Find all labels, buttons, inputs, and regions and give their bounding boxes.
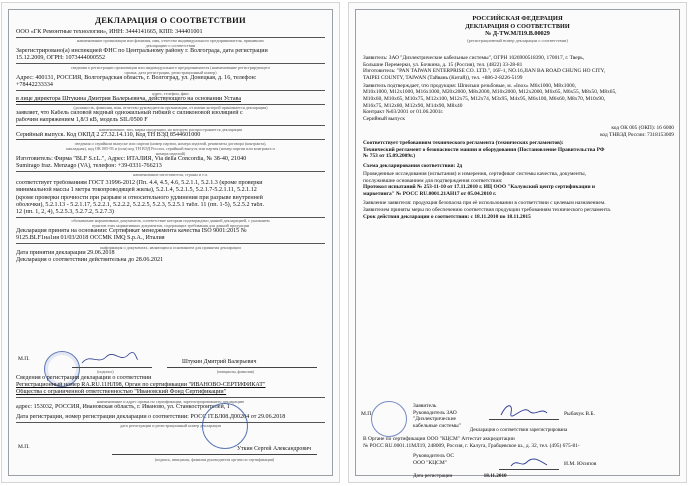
document-line: Схема декларирования соответствия: 2д [363,162,463,169]
document-line: Изготовитель: Фирма "BLF S.r.L.", Адрес: ИТАЛИЯ, Via della Concordia, № 38-40, 21040 [16,155,247,162]
document-line: код ОК 005 (ОКП): 16 6000 [611,125,674,132]
field-hint: адрес, телефон, факс [151,91,190,97]
applicant-org-line2: кабельные системы" [413,422,461,429]
field-hint: (должность, фамилия, имя, отчество руководителя организации, от имени которой принимается декларация) [73,105,268,111]
mp-stamp-label: М.П. [18,356,30,362]
field-hint: наименование и адрес органа по сертификации, зарегистрировавшего декларацию [96,398,245,404]
document-line: Декларация о соответствии действительна до 28.06.2021 [16,256,164,263]
applicant-block [413,403,461,429]
document-line: 9125.BLF1на1ия 01/03/2018 OCCMK IMQ S.p.A., Италия [16,235,165,242]
right-registration-info [363,436,674,449]
document-line: М10х1000, М12х1000, М16х1000, М20х2000, М8х2000, М10х2000, М12х2000, М6х65, М6х55, М8х50, М8х65, [363,89,617,96]
registration-date-value: 18.11.2010 [483,473,507,479]
document-line: +78442233334 [16,81,53,88]
applicant-org-line1: "Диэлектрические [413,416,456,422]
registration-info [16,375,325,428]
os-label-2: ООО "КЦСМ" [413,459,447,466]
registration-number: № Д-TW.МЛ19.В.00029 [485,30,550,37]
document-line: послужившие основанием для подтверждения соответствия: [363,177,503,184]
right-document-body [363,55,674,220]
applicant-role: Руководитель ЗАО [413,409,457,416]
document-line: Общества с ограниченной ответственностью "Ивановский Фонд Сертификации" [16,389,227,396]
field-hint: сведения о регистрации организации или индивидуального предпринимателя (наименование регистрирующего [70,64,271,70]
document-line: оболочки), 5.2.1.13 - 5.2.1.17, 5.2.2.1, 5.2.2.2, 5.2.2.5, 5.2.3, 5.2.5.1 табл. 11 (пп. 1-5), 5.2.5.2 табл. [16,201,264,208]
applicant-signature [499,401,549,419]
document-line: № РОСС RU.0001.11МЛ19, 248009, Россия, г. Калуга, Грабцевское ш., д. 32, тел. (495) 675-81- [363,442,580,449]
document-line: 12 (пп. 1, 2, 4), 5.2.5.3, 5.2.7.2, 5.2.7.3) [16,209,114,216]
certification-body-stamp [202,403,248,449]
mp-label: М.П. [361,411,373,417]
document-line: Дата принятия декларации 29.06.2018 [16,249,115,256]
field-hint: накладная), код ОК 005-93 и (или) код ТН ВЭД России, серийный выпуск или партия (номер партии или контракта и [66,145,275,151]
document-line: заявляет, что Кабель силовой медный одножильный гибкий с силиконовой изоляцией с [16,110,243,117]
field-hint: наименование организации или фамилия, имя, отчество индивидуального предпринимателя, принявших [77,38,264,44]
document-line: Серийный выпуск. Код ОКПД 2 27.32.14.110, Код ТН ВЭД 8544601000 [16,131,201,138]
applicant-name: Рыбачук В.Б. [564,411,595,417]
document-line: код ТНВЭД России: 7318153009 [600,132,674,139]
field-hint: пунктов этих нормативных документов, содержащих требования для данной продукции [91,223,250,229]
document-line: Изготовитель: "PAN TAIWAN ENTERPRISE CO. LTD.", 16F-1, NO.16,JIAN BA ROAD CHUNG HO CITY, [363,68,606,75]
document-line: М16х75, М12х80, М12х90, М14х90, М8х40 [363,102,463,109]
declarant-name: Штукин Дмитрий Валерьевич [182,359,257,365]
os-name: И.М. Юсипов [564,461,597,467]
document-line: Дата регистрации, номер регистрации декларации о соответствии: РОСС IT.БЛ08.Д00204 от 29.06.2018 [16,413,286,420]
document-line: Протокол испытаний № 253-11-10 от 17.11.2010 г. ИЦ ООО "Калужский центр сертификации и [363,184,596,191]
os-block [413,453,454,466]
document-line: Заявителем приняты меры по обеспечению соответствия продукции требованиям технического регламента. [363,206,612,213]
document-line: № 753 от 15.09.2009г.) [363,153,416,160]
document-line: Заявитель подтверждает, что продукция: Шпильки резьбовые, м. «Inox» М6х1000, М8х1000, [363,82,576,89]
os-signature [509,456,549,470]
declaration-right-document [348,2,687,483]
field-hint: декларацию о соответствии [145,43,196,49]
document-line: 15.12.2009, ОГРН: 1073444000552 [16,55,106,62]
document-line: В Органе по сертификации ООО "КЦСМ" Аттестат аккредитации [363,436,515,442]
os-label-1: Руководитель ОС [413,453,455,459]
document-line: соответствует требованиям ГОСТ 31996-2012 (Пп. 4.4, 4.5, 4.6, 5.2.1.1, 5.2.1.3 (кроме проверки [16,180,263,187]
document-line: TAIPEI COUNTY, TAIWAN (Тайвань (Китай)), тел. +886-2-8226-5199 [363,74,523,81]
document-line: Sumirago fraz. Menzago (VA), телефон: +39-0331-766213 [16,163,162,170]
document-line: Срок действия декларации о соответствии: с 18.11.2010 по 18.11.2015 [363,213,531,220]
document-line: минимальной массы 1 метра токопроводящей жилы), 5.2.1.4, 5.2.1.5, 5.2.1.7-5.2.1.11, 5.2.1.12 [16,187,257,194]
field-hint: информация о документах, являющихся основанием для принятия декларации [100,244,241,250]
country-title: РОССИЙСКАЯ ФЕДЕРАЦИЯ [472,15,563,22]
document-line: Сведения о регистрации декларации о соответствии [16,375,152,381]
document-line: М10х60, М10х65, М10х75, М12х100, М12х75, М12х74, М3х95, М4х95, М6х100, М6х60, М8х70, М10х90, [363,96,606,103]
document-line: Проведенные исследования (испытания) и измерения, сертификат системы качества, документы, [363,171,587,177]
registered-label: Декларация о соответствии зарегистрирована [469,428,568,433]
document-line: Адрес: 400131, РОССИЯ, Волгоградская область, г. Волгоград, ул. Донецкая, д. 16, телефон: [16,74,257,81]
registration-date-label: Дата регистрации [413,473,453,479]
certifier-hint: (подпись, инициалы, фамилия руководителя органа по сертификации) [154,457,275,462]
document-line: Серийный выпуск [363,115,406,122]
name-hint: (инициалы, фамилия) [217,369,254,374]
left-document-title: ДЕКЛАРАЦИЯ О СООТВЕТСТВИИ [95,15,246,25]
left-document-body [16,29,325,264]
document-line: Заявление заявителя: продукция безопасна при её использовании в соответствии с целевым назначением. [363,200,606,207]
field-hint: органа, дата регистрации, регистрационный номер) [124,69,217,75]
field-hint: дата регистрации и регистрационный номер декларации [120,423,221,429]
registration-date-row [413,473,507,479]
document-line: в лице директора Штукина Дмитрия Валерьевича, действующего на основании Устава [16,96,242,103]
document-line: адрес: 153032, РОССИЯ, Ивановская область, г. Иваново, ул. Станкостроителей, 1 [16,403,230,410]
field-hint: наименование, тип, марка продукции, на которую распространяется декларация [99,126,242,132]
signature-scribble [80,351,140,367]
field-hint: обозначение нормативных документов, соответствие которым подтверждено данной декларацией, с указанием [71,218,270,224]
bottom-mp-label: М.П. [18,444,30,450]
document-line: Зарегистрировано(а) инспекцией ФНС по Центральному району г. Волгограда, дата регистрации [16,48,268,55]
applicant-label: Заявитель [413,403,437,409]
document-line: Регистрационный номер RA.RU.11НЛ98, Орган по сертификации "ИВАНОВО-СЕРТИФИКАТ" [16,382,266,389]
field-hint: сведения о серийном выпуске или партии (номер партии, номера изделий, реквизиты договора (контракта), [74,140,267,146]
field-hint: номера изделий) [155,150,186,156]
signature-hint: (подпись) [97,369,114,374]
document-line: Заявитель: ЗАО "Диэлектрические кабельные системы", ОГРН 1026900518390, 170017, г. Тверь, [363,55,585,61]
document-line: Большие Перемерки, ул. Бочкина, д. 15 (Россия), тел. (4822) 33-28-81 [363,61,523,68]
document-line: рабочим напряжением 1,8/3 кВ, модель SIL/0500 F [16,117,148,124]
document-line: Технический регламент о безопасности машин и оборудования (Постановление Правительства РФ [363,146,605,153]
document-line: Соответствует требованиям технического регламента (технических регламентов): [363,140,564,147]
declaration-title: ДЕКЛАРАЦИЯ О СООТВЕТСТВИИ [465,22,570,30]
document-line: маркетинга" № РОСС RU.0001.21АН17 от 05.04.2010 г. [363,190,497,197]
document-line: (кроме проверки прочности при разрыве и относительного удлинения при разрыве внутренней [16,194,263,201]
document-line: ООО «ГК Ремонтные технологии», ИНН: 3444141665, КПП: 344401001 [16,29,203,35]
document-line: Контракт №03/2001 от 01.06.2001г. [363,109,444,116]
document-line: Декларация принята на основании: Сертификат менеджмента качества ISO 9001:2015 № [16,228,247,235]
field-hint: наименование изготовителя, страны и т.п. [133,172,208,178]
declaration-left-document [1,2,340,483]
registration-number-hint: (регистрационный номер декларации о соответствии) [467,37,568,43]
certifier-name: Уткин Сергей Александрович [237,446,312,452]
right-document-header [349,15,686,43]
